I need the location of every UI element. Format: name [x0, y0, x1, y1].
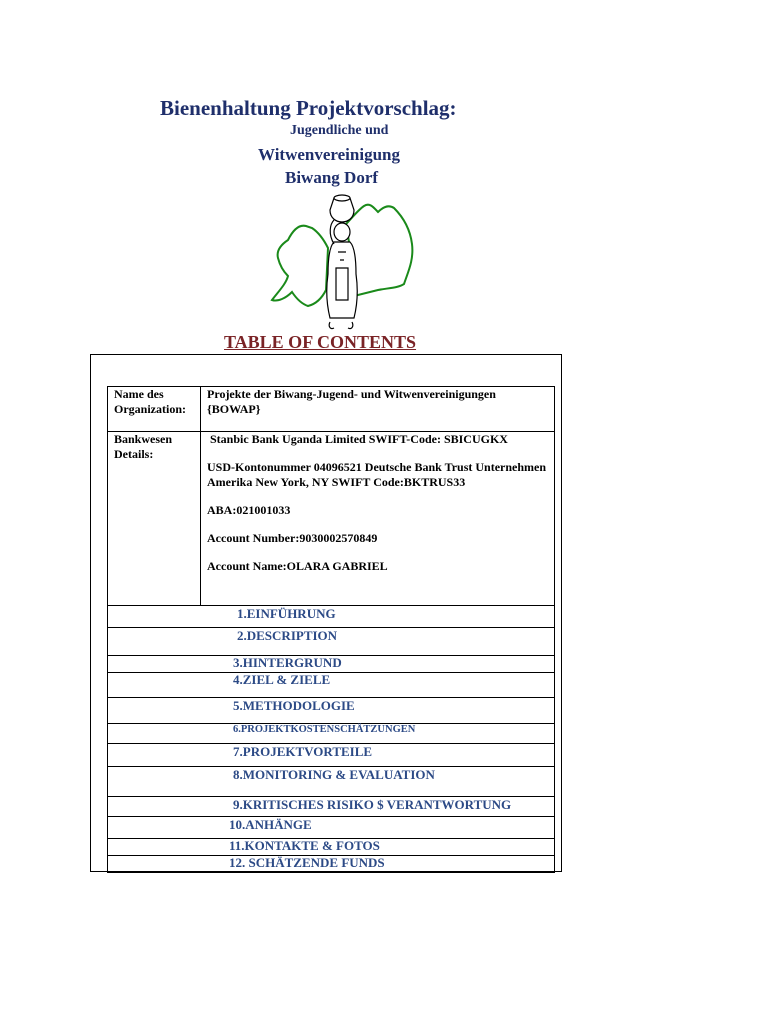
toc-row [107, 816, 555, 839]
bank-details-row [108, 432, 555, 606]
document-subtitle-line2: Witwenvereinigung [258, 145, 400, 164]
toc-item-2[interactable]: 2.DESCRIPTION [237, 628, 338, 643]
woman-figure [327, 195, 358, 329]
toc-heading: TABLE OF CONTENTS [224, 332, 417, 352]
woman-carrying-pot-on-map-logo [268, 188, 416, 332]
toc-item-3[interactable]: 3.HINTERGRUND [233, 655, 342, 670]
bank-line: ABA:021001033 [207, 503, 291, 517]
bank-line: Stanbic Bank Uganda Limited SWIFT-Code: SBICUGKX [210, 432, 508, 446]
document-subtitle-line3: Biwang Dorf [285, 168, 379, 187]
organization-row [108, 387, 555, 432]
bank-line: Account Name:OLARA GABRIEL [207, 559, 388, 573]
bank-details-label: Bankwesen Details: [108, 432, 201, 606]
toc-item-12[interactable]: 12. SCHÄTZENDE FUNDS [229, 855, 385, 870]
toc-item-8[interactable]: 8.MONITORING & EVALUATION [233, 767, 435, 782]
toc-item-7[interactable]: 7.PROJEKTVORTEILE [233, 744, 373, 759]
toc-item-10[interactable]: 10.ANHÄNGE [229, 817, 312, 832]
document-title: Bienenhaltung Projektvorschlag: [160, 96, 457, 120]
bank-details-value [201, 432, 555, 606]
toc-item-6[interactable]: 6.PROJEKTKOSTENSCHÄTZUNGEN [233, 724, 416, 735]
toc-item-9[interactable]: 9.KRITISCHES RISIKO $ VERANTWORTUNG [233, 797, 512, 812]
organization-value: Projekte der Biwang-Jugend- und Witwenvereinigungen {BOWAP} [201, 387, 555, 432]
toc-item-1[interactable]: 1.EINFÜHRUNG [237, 606, 336, 621]
toc-item-5[interactable]: 5.METHODOLOGIE [233, 698, 355, 713]
organization-label: Name des Organization: [108, 387, 201, 432]
toc-item-11[interactable]: 11.KONTAKTE & FOTOS [229, 838, 380, 853]
toc-item-4[interactable]: 4.ZIEL & ZIELE [233, 672, 331, 687]
toc-row [107, 672, 555, 698]
organization-details-table [107, 386, 555, 606]
bank-line: Account Number:9030002570849 [207, 531, 378, 545]
document-subtitle-line1: Jugendliche und [290, 123, 389, 138]
bank-line: USD-Kontonummer 04096521 Deutsche Bank Trust Unternehmen Amerika New York, NY SWIFT Code:BKTRUS33 [207, 460, 547, 489]
